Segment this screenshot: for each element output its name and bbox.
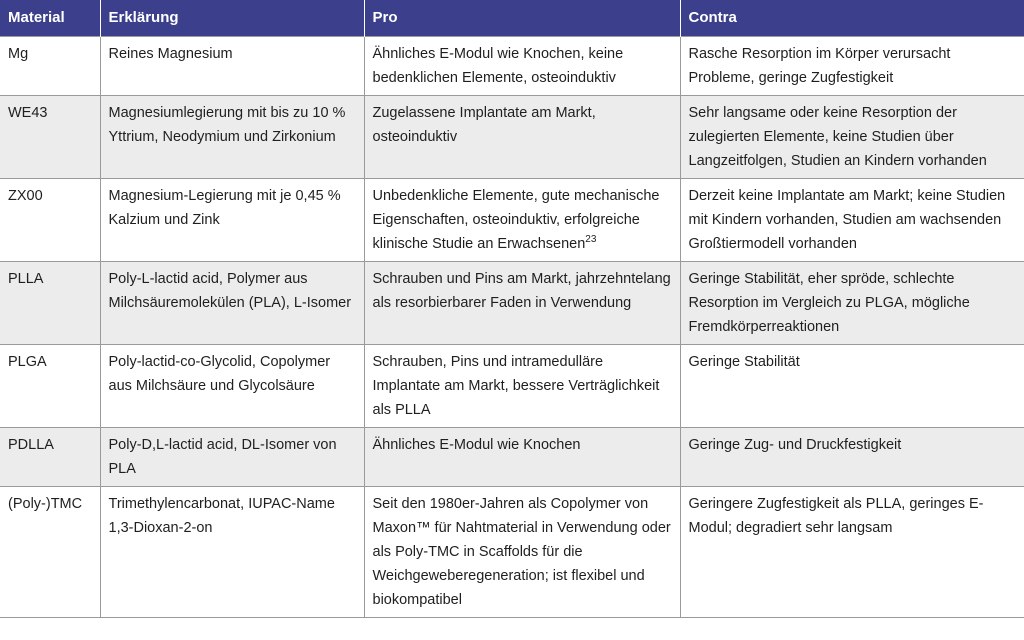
table-row xyxy=(0,179,1024,262)
cell-material: ZX00 xyxy=(0,179,100,262)
cell-contra: Rasche Resorption im Körper verursacht Probleme, geringe Zugfestigkeit xyxy=(680,37,1024,96)
table-row xyxy=(0,487,1024,618)
cell-erklaerung: Poly-L-lactid acid, Polymer aus Milchsäuremolekülen (PLA), L-Isomer xyxy=(100,262,364,345)
header-pro: Pro xyxy=(364,0,680,37)
cell-material: PDLLA xyxy=(0,428,100,487)
cell-contra: Geringe Stabilität, eher spröde, schlechte Resorption im Vergleich zu PLGA, mögliche Fremdkörperreaktionen xyxy=(680,262,1024,345)
header-contra: Contra xyxy=(680,0,1024,37)
cell-material: WE43 xyxy=(0,96,100,179)
cell-erklaerung: Magnesium-Legierung mit je 0,45 % Kalzium und Zink xyxy=(100,179,364,262)
cell-pro: Schrauben, Pins und intramedulläre Implantate am Markt, bessere Verträglichkeit als PLLA xyxy=(364,345,680,428)
cell-erklaerung: Reines Magnesium xyxy=(100,37,364,96)
table-body xyxy=(0,37,1024,618)
cell-pro-text: Unbedenkliche Elemente, gute mechanische Eigenschaften, osteoinduktiv, erfolgreiche klinische Studie an Erwachsenen xyxy=(372,188,660,252)
header-erklaerung: Erklärung xyxy=(100,0,364,37)
table-row xyxy=(0,345,1024,428)
cell-contra: Derzeit keine Implantate am Markt; keine Studien mit Kindern vorhanden, Studien am wachsenden Großtiermodell vorhanden xyxy=(680,179,1024,262)
cell-erklaerung: Poly-lactid-co-Glycolid, Copolymer aus Milchsäure und Glycolsäure xyxy=(100,345,364,428)
cell-pro: Seit den 1980er-Jahren als Copolymer von Maxon™ für Nahtmaterial in Verwendung oder als Poly-TMC in Scaffolds für die Weichgeweberegeneration; ist flexibel und biokompatibel xyxy=(364,487,680,618)
table-header xyxy=(0,0,1024,37)
cell-erklaerung: Poly-D,L-lactid acid, DL-Isomer von PLA xyxy=(100,428,364,487)
cell-contra: Sehr langsame oder keine Resorption der zulegierten Elemente, keine Studien über Langzeitfolgen, Studien an Kindern vorhanden xyxy=(680,96,1024,179)
cell-erklaerung: Trimethylencarbonat, IUPAC-Name 1,3-Dioxan-2-on xyxy=(100,487,364,618)
table-row xyxy=(0,428,1024,487)
table-row xyxy=(0,262,1024,345)
cell-pro: Ähnliches E-Modul wie Knochen xyxy=(364,428,680,487)
cell-pro: Zugelassene Implantate am Markt, osteoinduktiv xyxy=(364,96,680,179)
cell-contra: Geringe Stabilität xyxy=(680,345,1024,428)
cell-pro: Schrauben und Pins am Markt, jahrzehntelang als resorbierbarer Faden in Verwendung xyxy=(364,262,680,345)
header-row xyxy=(0,0,1024,37)
cell-contra: Geringe Zug- und Druckfestigkeit xyxy=(680,428,1024,487)
cell-pro xyxy=(364,179,680,262)
cell-erklaerung: Magnesiumlegierung mit bis zu 10 % Yttrium, Neodymium und Zirkonium xyxy=(100,96,364,179)
table-row xyxy=(0,37,1024,96)
footnote-reference: 23 xyxy=(585,234,597,246)
cell-pro: Ähnliches E-Modul wie Knochen, keine bedenklichen Elemente, osteoinduktiv xyxy=(364,37,680,96)
cell-contra: Geringere Zugfestigkeit als PLLA, geringes E-Modul; degradiert sehr langsam xyxy=(680,487,1024,618)
cell-material: PLGA xyxy=(0,345,100,428)
cell-material: (Poly-)TMC xyxy=(0,487,100,618)
table-row xyxy=(0,96,1024,179)
cell-material: Mg xyxy=(0,37,100,96)
cell-material: PLLA xyxy=(0,262,100,345)
header-material: Material xyxy=(0,0,100,37)
